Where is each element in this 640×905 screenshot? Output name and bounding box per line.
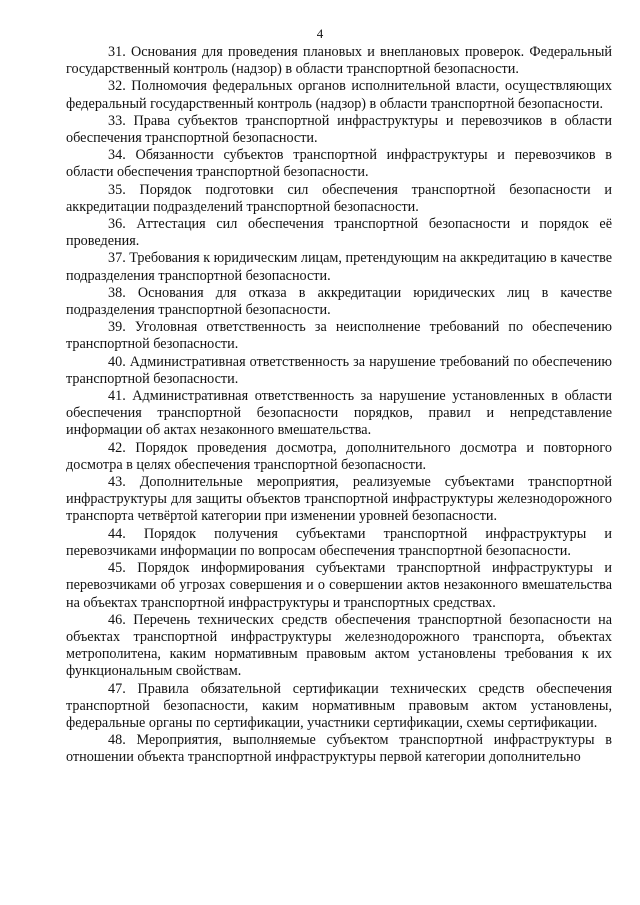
list-item: 35. Порядок подготовки сил обеспечения транспортной безопасности и аккредитации подразделений транспортной безопасности. (66, 181, 612, 215)
list-item: 39. Уголовная ответственность за неисполнение требований по обеспечению транспортной безопасности. (66, 319, 612, 353)
list-item: 47. Правила обязательной сертификации технических средств обеспечения транспортной безопасности, каким нормативным правовым актом установлены, федеральные органы по сертификации, участники сертификации, схемы сертификации. (66, 680, 612, 731)
list-item: 38. Основания для отказа в аккредитации юридических лиц в качестве подразделения транспортной безопасности. (66, 284, 612, 319)
list-item: 31. Основания для проведения плановых и внеплановых проверок. Федеральный государственный контроль (надзор) в области транспортной безопасности. (66, 44, 612, 78)
list-item: 34. Обязанности субъектов транспортной инфраструктуры и перевозчиков в области обеспечения транспортной безопасности. (66, 147, 612, 181)
list-item: 42. Порядок проведения досмотра, дополнительного досмотра и повторного досмотра в целях обеспечения транспортной безопасности. (66, 439, 612, 473)
list-item: 37. Требования к юридическим лицам, претендующим на аккредитацию в качестве подразделения транспортной безопасности. (66, 250, 612, 284)
list-item: 44. Порядок получения субъектами транспортной инфраструктуры и перевозчиками информации по вопросам обеспечения транспортной безопасности. (66, 525, 612, 559)
page-number: 4 (316, 26, 324, 41)
list-item: 32. Полномочия федеральных органов исполнительной власти, осуществляющих федеральный государственный контроль (надзор) в области транспортной безопасности. (66, 78, 612, 112)
list-item: 46. Перечень технических средств обеспечения транспортной безопасности на объектах транспортной инфраструктуры железнодорожного транспорта, объектах метрополитена, каким нормативным правовым актом установлены требования к их функциональным свойствам. (66, 611, 612, 680)
list-item: 43. Дополнительные мероприятия, реализуемые субъектами транспортной инфраструктуры для защиты объектов транспортной инфраструктуры железнодорожного транспорта четвёртой категории при изменении уровней безопасности. (66, 474, 612, 525)
list-item: 48. Мероприятия, выполняемые субъектом транспортной инфраструктуры в отношении объекта транспортной инфраструктуры первой категории дополнительно (66, 732, 612, 766)
list-item: 40. Административная ответственность за нарушение требований по обеспечению транспортной безопасности. (66, 353, 612, 387)
list-item: 45. Порядок информирования субъектами транспортной инфраструктуры и перевозчиками об угрозах совершения и о совершении актов незаконного вмешательства на объектах транспортной инфраструктуры и транспортных средствах. (66, 560, 612, 611)
document-body (66, 44, 612, 767)
list-item: 36. Аттестация сил обеспечения транспортной безопасности и порядок её проведения. (66, 216, 612, 250)
list-item: 33. Права субъектов транспортной инфраструктуры и перевозчиков в области обеспечения транспортной безопасности. (66, 112, 612, 147)
list-item: 41. Административная ответственность за нарушение установленных в области обеспечения транспортной безопасности порядков, правил и непредставление информации об актах незаконного вмешательства. (66, 388, 612, 439)
